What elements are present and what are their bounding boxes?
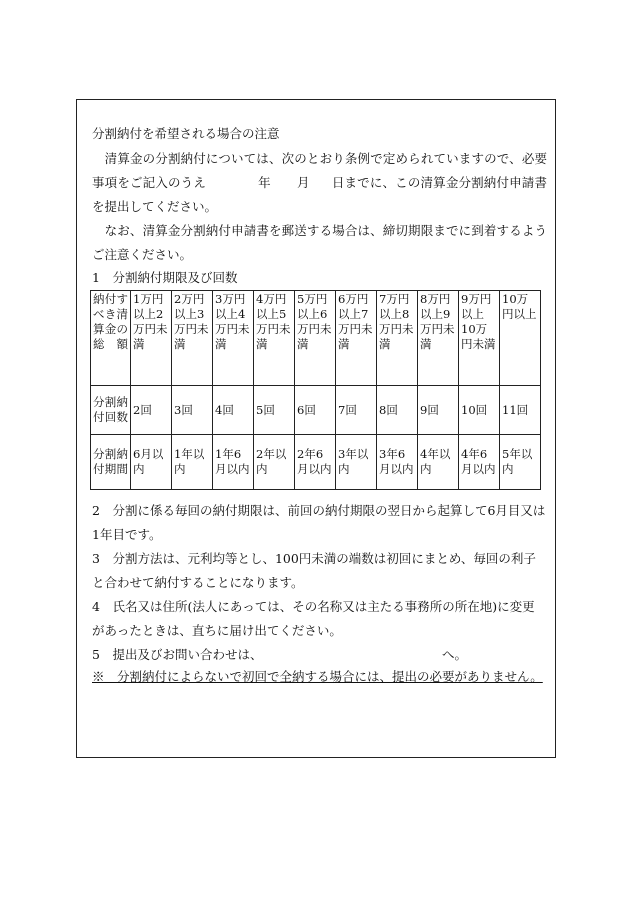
- note-deadline: 2 分割に係る毎回の納付期限は、前回の納付期限の翌日から起算して6月目又は1年目です。: [92, 503, 546, 542]
- count-row: [91, 386, 541, 435]
- period-cell: 2年6月以内: [295, 435, 336, 490]
- count-cell: 3回: [172, 386, 213, 435]
- period-cell: 3年6月以内: [377, 435, 418, 490]
- full-payment-warning: ※ 分割納付によらないで初回で全納する場合には、提出の必要がありません。: [92, 669, 543, 684]
- count-cell: 6回: [295, 386, 336, 435]
- amount-cell: 4万円以上5万円未満: [254, 291, 295, 386]
- amount-cell: 2万円以上3万円未満: [172, 291, 213, 386]
- count-cell: 5回: [254, 386, 295, 435]
- period-row: [91, 435, 541, 490]
- row-header-count: 分割納付回数: [91, 386, 131, 435]
- row-header-period: 分割納付期間: [91, 435, 131, 490]
- count-cell: 8回: [377, 386, 418, 435]
- period-cell: 6月以内: [131, 435, 172, 490]
- amount-row: [91, 291, 541, 386]
- section1-title: 1 分割納付期限及び回数: [92, 270, 238, 285]
- period-cell: 4年6月以内: [459, 435, 500, 490]
- amount-cell: 1万円以上2万円未満: [131, 291, 172, 386]
- amount-cell: 7万円以上8万円未満: [377, 291, 418, 386]
- count-cell: 11回: [500, 386, 541, 435]
- period-cell: 1年6月以内: [213, 435, 254, 490]
- count-cell: 4回: [213, 386, 254, 435]
- period-cell: 3年以内: [336, 435, 377, 490]
- note-contact: [92, 643, 547, 667]
- amount-cell: 10万円以上: [500, 291, 541, 386]
- amount-cell: 5万円以上6万円未満: [295, 291, 336, 386]
- amount-cell: 6万円以上7万円未満: [336, 291, 377, 386]
- notice-heading: 分割納付を希望される場合の注意: [92, 126, 280, 141]
- amount-cell: 9万円以上10万円未満: [459, 291, 500, 386]
- period-cell: 5年以内: [500, 435, 541, 490]
- note-method: 3 分割方法は、元利均等とし、100円未満の端数は初回にまとめ、毎回の利子と合わせて納付することになります。: [92, 551, 536, 590]
- year-label: 年: [257, 175, 271, 190]
- mail-paragraph: なお、清算金分割納付申請書を郵送する場合は、締切期限までに到着するようご注意ください。: [92, 223, 547, 262]
- row-header-amount: 納付すべき清算金の総額: [91, 291, 131, 386]
- period-cell: 4年以内: [418, 435, 459, 490]
- amount-cell: 8万円以上9万円未満: [418, 291, 459, 386]
- submission-deadline-paragraph: [92, 147, 547, 219]
- count-cell: 10回: [459, 386, 500, 435]
- period-cell: 2年以内: [254, 435, 295, 490]
- contact-label: 5 提出及びお問い合わせは、: [92, 647, 263, 662]
- count-cell: 2回: [131, 386, 172, 435]
- count-cell: 9回: [418, 386, 459, 435]
- amount-cell: 3万円以上4万円未満: [213, 291, 254, 386]
- count-cell: 7回: [336, 386, 377, 435]
- month-label: 月: [296, 175, 310, 190]
- contact-suffix: へ。: [442, 647, 468, 662]
- note-address-change: 4 氏名又は住所(法人にあっては、その名称又は主たる事務所の所在地)に変更があったときは、直ちに届け出てください。: [92, 599, 535, 638]
- para1-text-start: 清算金の分割納付については、次のとおり条例で定められていますので、必要事項をご記入のうえ: [92, 151, 547, 190]
- installment-table: [90, 290, 541, 490]
- para1-text-end: 日までに、この清算金分割納付申請書を提出してください。: [92, 175, 547, 214]
- period-cell: 1年以内: [172, 435, 213, 490]
